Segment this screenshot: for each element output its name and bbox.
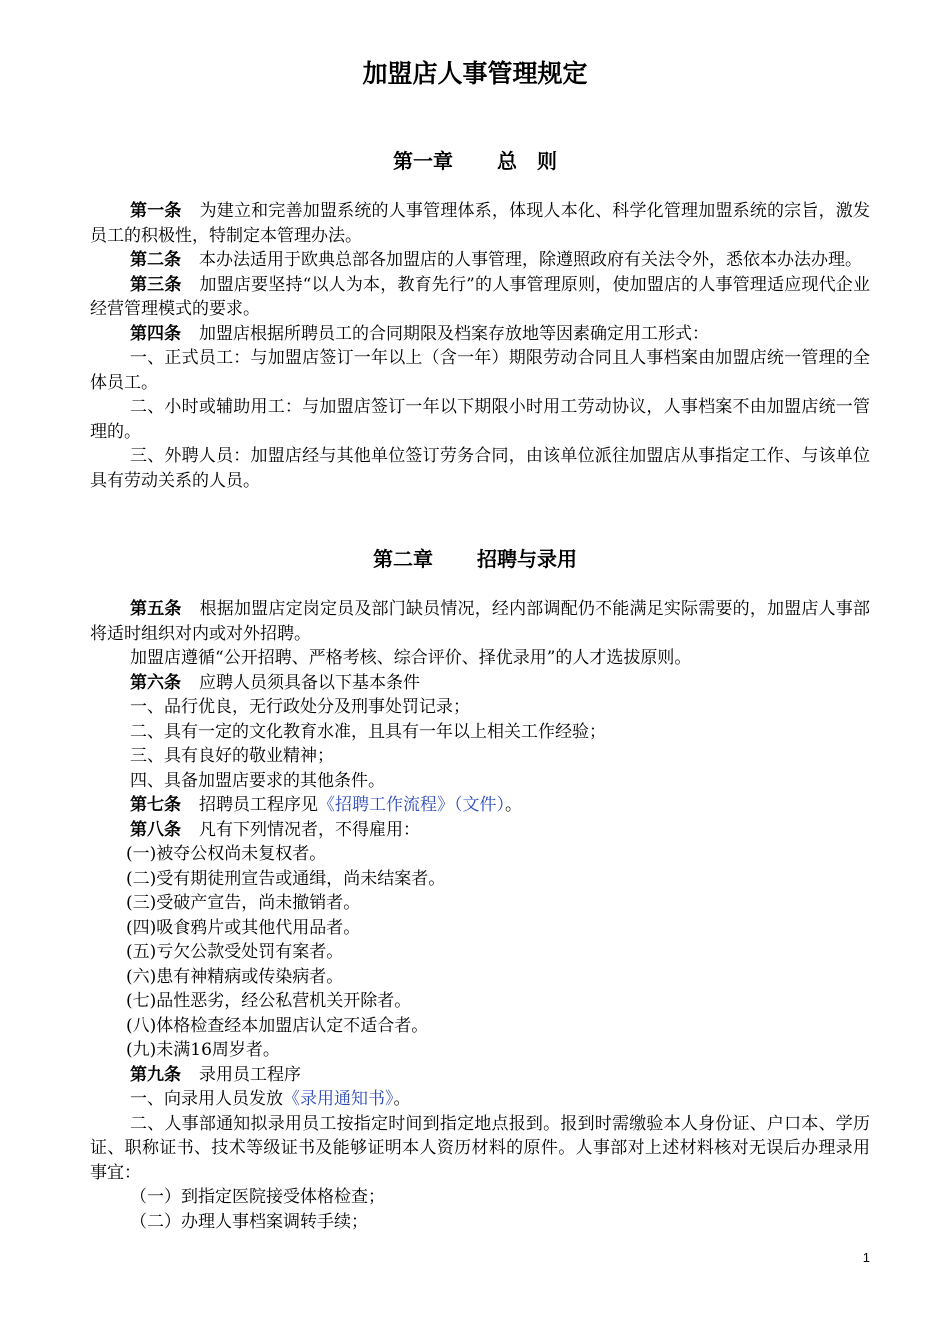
list-item: (六)患有神精病或传染病者。: [126, 966, 344, 987]
article-label: 第一条: [130, 201, 182, 221]
article-text: 加盟店根据所聘员工的合同期限及档案存放地等因素确定用工形式：: [199, 323, 709, 344]
article-3: [90, 273, 870, 322]
sub-list-item: （一）到指定医院接受体格检查；: [130, 1187, 385, 1207]
article-text: 本办法适用于欧典总部各加盟店的人事管理，除遵照政府有关法令外，悉依本办法办理。: [199, 250, 862, 270]
list-item: (七)品性恶劣，经公私营机关开除者。: [126, 991, 412, 1011]
article-text: 招聘员工程序见: [199, 795, 318, 815]
chapter-2-number: 第二章: [373, 547, 433, 571]
article-label: 第八条: [130, 819, 181, 840]
article-text: 凡有下列情况者，不得雇用：: [199, 819, 420, 840]
list-item: 四、具备加盟店要求的其他条件。: [130, 770, 385, 791]
article-label: 第六条: [130, 672, 181, 693]
article-7: [90, 793, 870, 818]
list-item: 一、品行优良，无行政处分及刑事处罚记录；: [130, 697, 470, 717]
chapter-1-body: [90, 199, 870, 493]
list-item: 三、具有良好的敬业精神；: [130, 746, 334, 766]
article-label: 第二条: [130, 250, 181, 270]
article-label: 第四条: [130, 323, 181, 344]
page-number: 1: [862, 1250, 870, 1265]
article-label: 第七条: [130, 795, 181, 815]
list-item: 二、具有一定的文化教育水准，且具有一年以上相关工作经验；: [130, 721, 606, 742]
list-item: 二、人事部通知拟录用员工按指定时间到指定地点报到。报到时需缴验本人身份证、户口本、学历证、职称证书、技术等级证书及能够证明本人资历材料的原件。人事部对上述材料核对无误后办理录用事宜：: [90, 1113, 870, 1183]
list-item: (九)未满16周岁者。: [126, 1040, 280, 1060]
list-item: (八)体格检查经本加盟店认定不适合者。: [126, 1015, 429, 1036]
article-label: 第三条: [130, 274, 182, 295]
article-label: 第五条: [130, 599, 182, 619]
article-4: [90, 322, 870, 347]
step-text: 一、向录用人员发放: [130, 1089, 283, 1109]
chapter-2-name: 招聘与录用: [477, 547, 577, 571]
list-item: 二、小时或辅助用工：与加盟店签订一年以下期限小时用工劳动协议，人事档案不由加盟店统一管理的。: [90, 397, 870, 442]
sub-list-item: （二）办理人事档案调转手续；: [130, 1211, 368, 1232]
list-item: (一)被夺公权尚未复权者。: [126, 844, 327, 864]
list-item: (四)吸食鸦片或其他代用品者。: [126, 917, 361, 938]
article-text: 根据加盟店定岗定员及部门缺员情况，经内部调配仍不能满足实际需要的，加盟店人事部将适时组织对内或对外招聘。: [90, 599, 871, 644]
list-item: (二)受有期徒刑宣告或通缉，尚未结案者。: [126, 868, 446, 889]
article-2: [90, 248, 870, 273]
list-item: [90, 1087, 870, 1112]
article-5-note: 加盟店遵循“公开招聘、严格考核、综合评价、择优录用”的人才选拔原则。: [130, 648, 692, 668]
document-title: 加盟店人事管理规定: [362, 59, 588, 88]
list-item: 一、正式员工：与加盟店签订一年以上（含一年）期限劳动合同且人事档案由加盟店统一管理的全体员工。: [90, 348, 870, 393]
article-9: [90, 1063, 870, 1088]
article-6: [90, 671, 870, 696]
chapter-1-name: 总 则: [497, 149, 557, 173]
article-text: 应聘人员须具备以下基本条件: [199, 672, 420, 693]
article-8: [90, 818, 870, 843]
article-text: 加盟店要坚持“以人为本，教育先行”的人事管理原则，使加盟店的人事管理适应现代企业经营管理模式的要求。: [90, 274, 870, 319]
recruitment-process-link[interactable]: 《招聘工作流程》（文件）: [318, 795, 505, 815]
offer-letter-link[interactable]: 《录用通知书》: [283, 1089, 394, 1109]
list-item: 三、外聘人员：加盟店经与其他单位签订劳务合同，由该单位派往加盟店从事指定工作、与该单位具有劳动关系的人员。: [90, 446, 870, 491]
step-text-end: 。: [393, 1089, 411, 1109]
chapter-2-body: [90, 597, 870, 1234]
article-text: 录用员工程序: [199, 1064, 301, 1085]
article-1: [90, 199, 870, 248]
chapter-1-heading: [0, 147, 950, 175]
list-item: (三)受破产宣告，尚未撤销者。: [126, 893, 361, 913]
list-item: (五)亏欠公款受处罚有案者。: [126, 942, 344, 962]
chapter-1-number: 第一章: [393, 149, 453, 173]
article-5: [90, 597, 870, 646]
chapter-2-heading: [0, 545, 950, 573]
article-text: 为建立和完善加盟系统的人事管理体系，体现人本化、科学化管理加盟系统的宗旨，激发员工的积极性，特制定本管理办法。: [90, 201, 871, 246]
article-text-end: 。: [505, 795, 522, 815]
article-label: 第九条: [130, 1064, 181, 1085]
